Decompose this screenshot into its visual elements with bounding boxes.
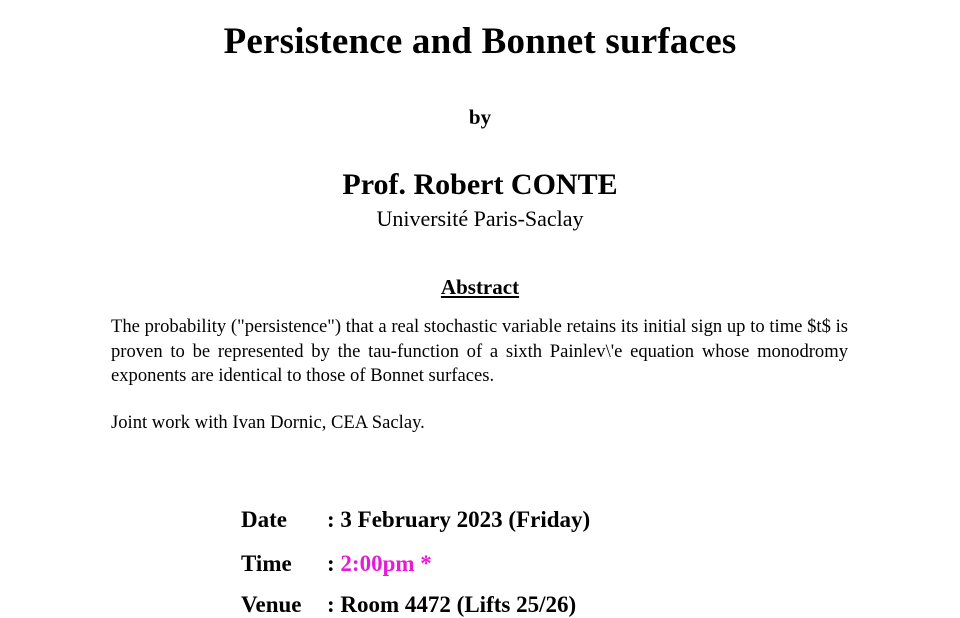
- venue-label: Venue: [241, 592, 302, 617]
- by-label: by: [468, 105, 492, 129]
- venue-value: : Room 4472 (Lifts 25/26): [327, 592, 577, 617]
- speaker-name: Prof. Robert CONTE: [342, 168, 618, 201]
- date-label: Date: [241, 507, 287, 532]
- time-value: 2:00pm *: [340, 551, 432, 576]
- time-label: Time: [241, 551, 292, 576]
- date-row: [241, 507, 590, 533]
- time-row: [241, 551, 432, 577]
- date-value: : 3 February 2023 (Friday): [327, 507, 591, 532]
- joint-work-note: Joint work with Ivan Dornic, CEA Saclay.: [111, 412, 425, 433]
- venue-row: [241, 592, 576, 618]
- talk-title: Persistence and Bonnet surfaces: [223, 21, 737, 62]
- abstract-body: The probability ("persistence") that a real stochastic variable retains its initial sign up to time $t$ is proven to be represented by the tau-function of a sixth Painlev\'e equation whose monodromy exponents are identical to those of Bonnet surfaces.: [111, 316, 848, 386]
- time-colon: :: [327, 551, 341, 576]
- speaker-affiliation: Université Paris-Saclay: [376, 206, 584, 231]
- abstract-heading: Abstract: [440, 275, 520, 299]
